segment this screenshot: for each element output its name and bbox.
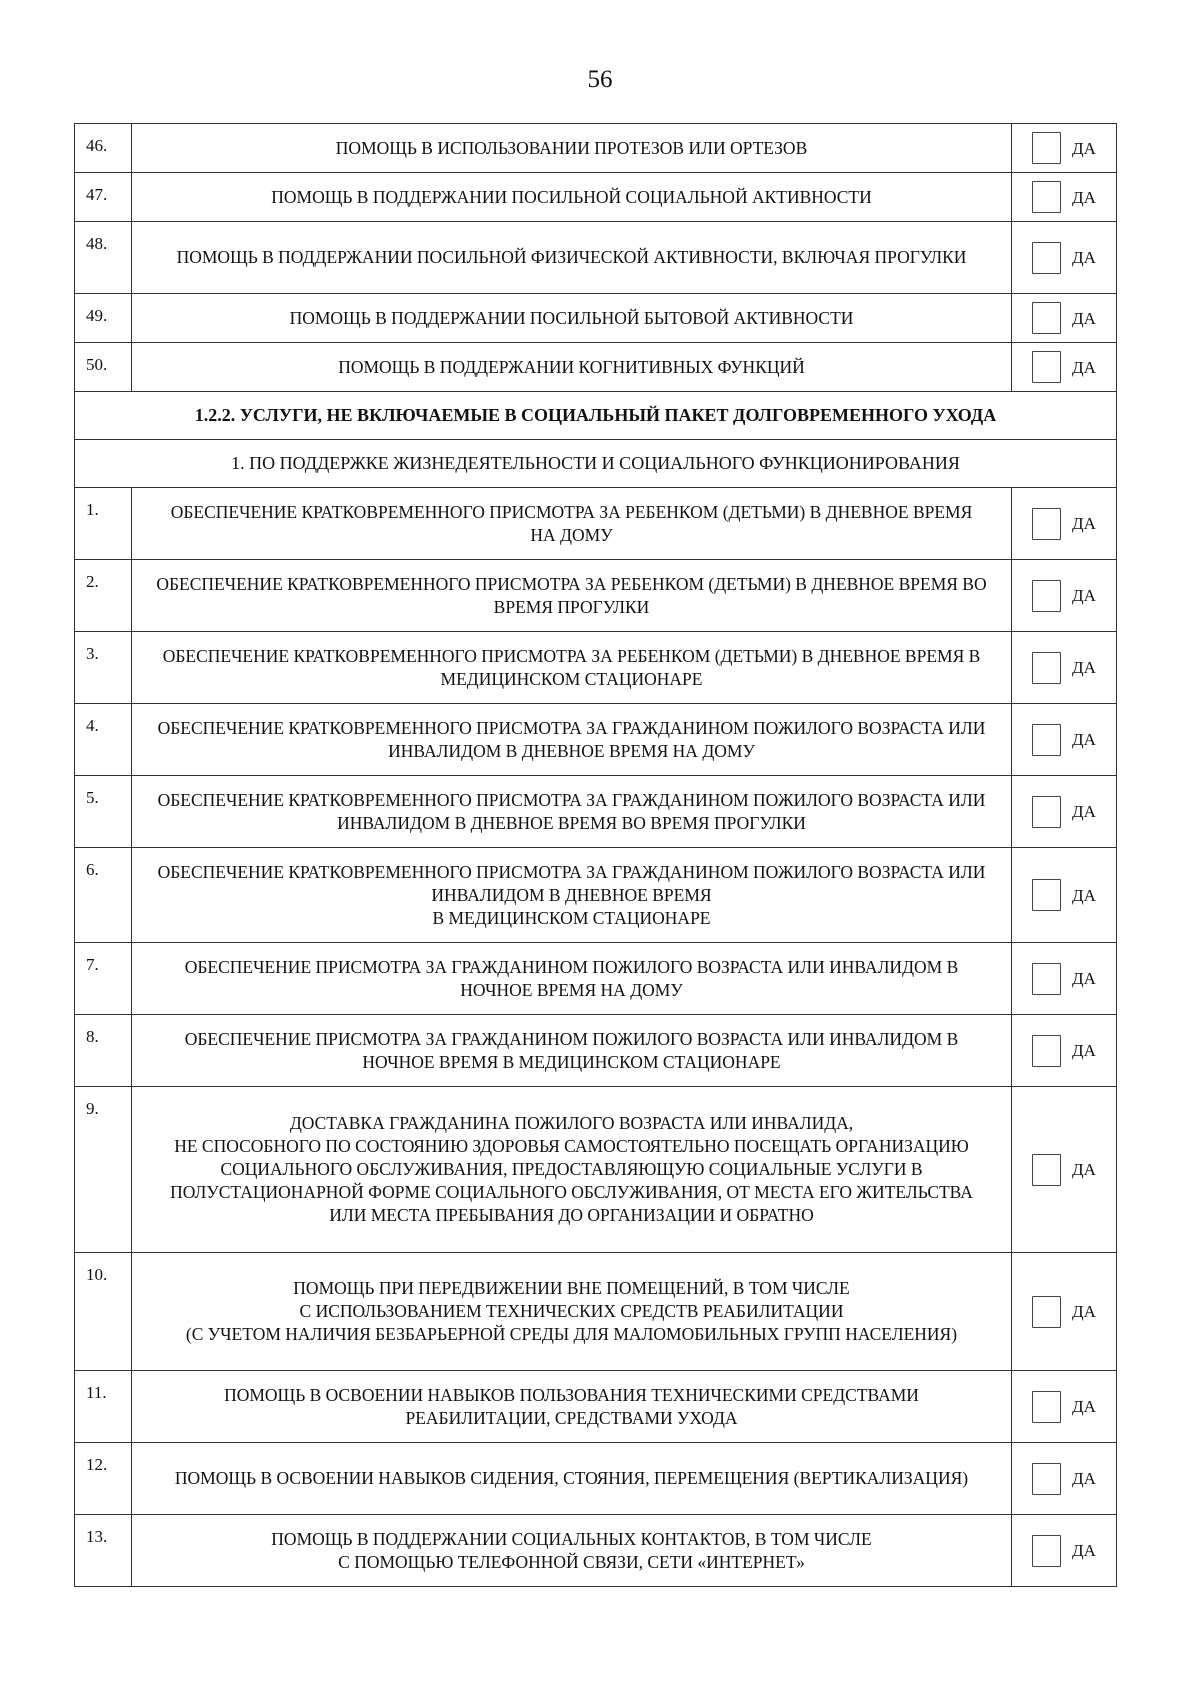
service-description: ПОМОЩЬ В ОСВОЕНИИ НАВЫКОВ СИДЕНИЯ, СТОЯНИЯ, ПЕРЕМЕЩЕНИЯ (ВЕРТИКАЛИЗАЦИЯ)	[132, 1443, 1012, 1515]
row-number: 8.	[75, 1015, 132, 1087]
table-row	[75, 848, 1117, 943]
service-description: ПОМОЩЬ ПРИ ПЕРЕДВИЖЕНИИ ВНЕ ПОМЕЩЕНИЙ, В ТОМ ЧИСЛЕ С ИСПОЛЬЗОВАНИЕМ ТЕХНИЧЕСКИХ СРЕДСТВ РЕАБИЛИТАЦИИ (С УЧЕТОМ НАЛИЧИЯ БЕЗБАРЬЕРНОЙ СРЕДЫ ДЛЯ МАЛОМОБИЛЬНЫХ ГРУПП НАСЕЛЕНИЯ)	[132, 1253, 1012, 1371]
checkbox[interactable]	[1032, 181, 1061, 213]
service-description: ПОМОЩЬ В ПОДДЕРЖАНИИ ПОСИЛЬНОЙ ФИЗИЧЕСКОЙ АКТИВНОСТИ, ВКЛЮЧАЯ ПРОГУЛКИ	[132, 222, 1012, 294]
checkbox-label: ДА	[1072, 658, 1096, 677]
option-cell	[1012, 632, 1117, 704]
checkbox[interactable]	[1032, 1463, 1061, 1495]
checkbox[interactable]	[1032, 879, 1061, 911]
table-row	[75, 776, 1117, 848]
row-number: 1.	[75, 488, 132, 560]
checkbox[interactable]	[1032, 1535, 1061, 1567]
checkbox-label: ДА	[1072, 969, 1096, 988]
row-number: 47.	[75, 173, 132, 222]
checkbox[interactable]	[1032, 132, 1061, 164]
table-row	[75, 1371, 1117, 1443]
checkbox-label: ДА	[1072, 885, 1096, 905]
checkbox[interactable]	[1032, 351, 1061, 383]
checkbox[interactable]	[1032, 580, 1061, 612]
checkbox-label: ДА	[1072, 308, 1096, 328]
checkbox[interactable]	[1032, 242, 1061, 274]
row-number: 2.	[75, 560, 132, 632]
service-description: ОБЕСПЕЧЕНИЕ ПРИСМОТРА ЗА ГРАЖДАНИНОМ ПОЖИЛОГО ВОЗРАСТА ИЛИ ИНВАЛИДОМ В НОЧНОЕ ВРЕМЯ В МЕДИЦИНСКОМ СТАЦИОНАРЕ	[132, 1015, 1012, 1087]
table-row	[75, 1087, 1117, 1253]
option-cell	[1012, 1515, 1117, 1587]
table-row	[75, 1015, 1117, 1087]
table-row	[75, 294, 1117, 343]
option-cell	[1012, 222, 1117, 294]
checkbox-label: ДА	[1072, 1541, 1096, 1560]
row-number: 11.	[75, 1371, 132, 1443]
subsection-header-row	[75, 440, 1117, 488]
option-cell	[1012, 560, 1117, 632]
option-cell	[1012, 173, 1117, 222]
subsection-title: 1. ПО ПОДДЕРЖКЕ ЖИЗНЕДЕЯТЕЛЬНОСТИ И СОЦИАЛЬНОГО ФУНКЦИОНИРОВАНИЯ	[75, 440, 1117, 488]
table-row	[75, 488, 1117, 560]
option-cell	[1012, 343, 1117, 392]
row-number: 12.	[75, 1443, 132, 1515]
service-description: ПОМОЩЬ В ПОДДЕРЖАНИИ КОГНИТИВНЫХ ФУНКЦИЙ	[132, 343, 1012, 392]
option-cell	[1012, 1443, 1117, 1515]
checkbox-label: ДА	[1072, 357, 1096, 377]
option-cell	[1012, 943, 1117, 1015]
row-number: 10.	[75, 1253, 132, 1371]
table-row	[75, 704, 1117, 776]
service-description: ОБЕСПЕЧЕНИЕ КРАТКОВРЕМЕННОГО ПРИСМОТРА ЗА ГРАЖДАНИНОМ ПОЖИЛОГО ВОЗРАСТА ИЛИ ИНВАЛИДОМ В ДНЕВНОЕ ВРЕМЯ НА ДОМУ	[132, 704, 1012, 776]
checkbox[interactable]	[1032, 1154, 1061, 1186]
row-number: 13.	[75, 1515, 132, 1587]
checkbox[interactable]	[1032, 724, 1061, 756]
row-number: 46.	[75, 124, 132, 173]
checkbox-label: ДА	[1072, 1302, 1096, 1321]
checkbox-label: ДА	[1072, 1397, 1096, 1416]
option-cell	[1012, 776, 1117, 848]
option-cell	[1012, 294, 1117, 343]
table-row	[75, 560, 1117, 632]
row-number: 6.	[75, 848, 132, 943]
service-description: ОБЕСПЕЧЕНИЕ ПРИСМОТРА ЗА ГРАЖДАНИНОМ ПОЖИЛОГО ВОЗРАСТА ИЛИ ИНВАЛИДОМ В НОЧНОЕ ВРЕМЯ НА ДОМУ	[132, 943, 1012, 1015]
service-description: ОБЕСПЕЧЕНИЕ КРАТКОВРЕМЕННОГО ПРИСМОТРА ЗА ГРАЖДАНИНОМ ПОЖИЛОГО ВОЗРАСТА ИЛИ ИНВАЛИДОМ В ДНЕВНОЕ ВРЕМЯ ВО ВРЕМЯ ПРОГУЛКИ	[132, 776, 1012, 848]
table-row	[75, 943, 1117, 1015]
checkbox-label: ДА	[1072, 1469, 1096, 1488]
checkbox-label: ДА	[1072, 586, 1096, 605]
service-description: ОБЕСПЕЧЕНИЕ КРАТКОВРЕМЕННОГО ПРИСМОТРА ЗА ГРАЖДАНИНОМ ПОЖИЛОГО ВОЗРАСТА ИЛИ ИНВАЛИДОМ В ДНЕВНОЕ ВРЕМЯ В МЕДИЦИНСКОМ СТАЦИОНАРЕ	[132, 848, 1012, 943]
checkbox[interactable]	[1032, 1296, 1061, 1328]
row-number: 9.	[75, 1087, 132, 1253]
service-description: ПОМОЩЬ В ИСПОЛЬЗОВАНИИ ПРОТЕЗОВ ИЛИ ОРТЕЗОВ	[132, 124, 1012, 173]
checkbox[interactable]	[1032, 508, 1061, 540]
checkbox[interactable]	[1032, 652, 1061, 684]
table-row	[75, 1515, 1117, 1587]
checkbox-label: ДА	[1072, 138, 1096, 158]
service-description: ПОМОЩЬ В ОСВОЕНИИ НАВЫКОВ ПОЛЬЗОВАНИЯ ТЕХНИЧЕСКИМИ СРЕДСТВАМИ РЕАБИЛИТАЦИИ, СРЕДСТВАМИ УХОДА	[132, 1371, 1012, 1443]
service-description: ПОМОЩЬ В ПОДДЕРЖАНИИ СОЦИАЛЬНЫХ КОНТАКТОВ, В ТОМ ЧИСЛЕ С ПОМОЩЬЮ ТЕЛЕФОННОЙ СВЯЗИ, СЕТИ «ИНТЕРНЕТ»	[132, 1515, 1012, 1587]
row-number: 49.	[75, 294, 132, 343]
checkbox-label: ДА	[1072, 1041, 1096, 1060]
service-description: ОБЕСПЕЧЕНИЕ КРАТКОВРЕМЕННОГО ПРИСМОТРА ЗА РЕБЕНКОМ (ДЕТЬМИ) В ДНЕВНОЕ ВРЕМЯ В МЕДИЦИНСКОМ СТАЦИОНАРЕ	[132, 632, 1012, 704]
table-row	[75, 343, 1117, 392]
option-cell	[1012, 1253, 1117, 1371]
checkbox-label: ДА	[1072, 248, 1096, 267]
table-row	[75, 1443, 1117, 1515]
services-table	[74, 123, 1117, 1587]
table-row	[75, 173, 1117, 222]
option-cell	[1012, 1371, 1117, 1443]
option-cell	[1012, 704, 1117, 776]
section-header-row	[75, 392, 1117, 440]
page-number: 56	[587, 66, 613, 93]
table-row	[75, 632, 1117, 704]
option-cell	[1012, 1015, 1117, 1087]
row-number: 48.	[75, 222, 132, 294]
row-number: 50.	[75, 343, 132, 392]
row-number: 4.	[75, 704, 132, 776]
checkbox-label: ДА	[1072, 730, 1096, 749]
service-description: ДОСТАВКА ГРАЖДАНИНА ПОЖИЛОГО ВОЗРАСТА ИЛИ ИНВАЛИДА, НЕ СПОСОБНОГО ПО СОСТОЯНИЮ ЗДОРОВЬЯ САМОСТОЯТЕЛЬНО ПОСЕЩАТЬ ОРГАНИЗАЦИЮ СОЦИАЛЬНОГО ОБСЛУЖИВАНИЯ, ПРЕДОСТАВЛЯЮЩУЮ СОЦИАЛЬНЫЕ УСЛУГИ В ПОЛУСТАЦИОНАРНОЙ ФОРМЕ СОЦИАЛЬНОГО ОБСЛУЖИВАНИЯ, ОТ МЕСТА ЕГО ЖИТЕЛЬСТВА ИЛИ МЕСТА ПРЕБЫВАНИЯ ДО ОРГАНИЗАЦИИ И ОБРАТНО	[132, 1087, 1012, 1253]
checkbox-label: ДА	[1072, 514, 1096, 533]
service-description: ОБЕСПЕЧЕНИЕ КРАТКОВРЕМЕННОГО ПРИСМОТРА ЗА РЕБЕНКОМ (ДЕТЬМИ) В ДНЕВНОЕ ВРЕМЯ ВО ВРЕМЯ ПРОГУЛКИ	[132, 560, 1012, 632]
table-row	[75, 222, 1117, 294]
service-description: ОБЕСПЕЧЕНИЕ КРАТКОВРЕМЕННОГО ПРИСМОТРА ЗА РЕБЕНКОМ (ДЕТЬМИ) В ДНЕВНОЕ ВРЕМЯ НА ДОМУ	[132, 488, 1012, 560]
row-number: 5.	[75, 776, 132, 848]
service-description: ПОМОЩЬ В ПОДДЕРЖАНИИ ПОСИЛЬНОЙ БЫТОВОЙ АКТИВНОСТИ	[132, 294, 1012, 343]
option-cell	[1012, 1087, 1117, 1253]
service-description: ПОМОЩЬ В ПОДДЕРЖАНИИ ПОСИЛЬНОЙ СОЦИАЛЬНОЙ АКТИВНОСТИ	[132, 173, 1012, 222]
checkbox[interactable]	[1032, 1391, 1061, 1423]
row-number: 3.	[75, 632, 132, 704]
section-title: 1.2.2. УСЛУГИ, НЕ ВКЛЮЧАЕМЫЕ В СОЦИАЛЬНЫЙ ПАКЕТ ДОЛГОВРЕМЕННОГО УХОДА	[75, 392, 1117, 440]
table-row	[75, 1253, 1117, 1371]
option-cell	[1012, 488, 1117, 560]
checkbox[interactable]	[1032, 302, 1061, 334]
checkbox[interactable]	[1032, 1035, 1061, 1067]
checkbox-label: ДА	[1072, 1160, 1096, 1179]
row-number: 7.	[75, 943, 132, 1015]
table-row	[75, 124, 1117, 173]
checkbox[interactable]	[1032, 963, 1061, 995]
checkbox[interactable]	[1032, 796, 1061, 828]
option-cell	[1012, 848, 1117, 943]
option-cell	[1012, 124, 1117, 173]
checkbox-label: ДА	[1072, 187, 1096, 207]
checkbox-label: ДА	[1072, 802, 1096, 821]
